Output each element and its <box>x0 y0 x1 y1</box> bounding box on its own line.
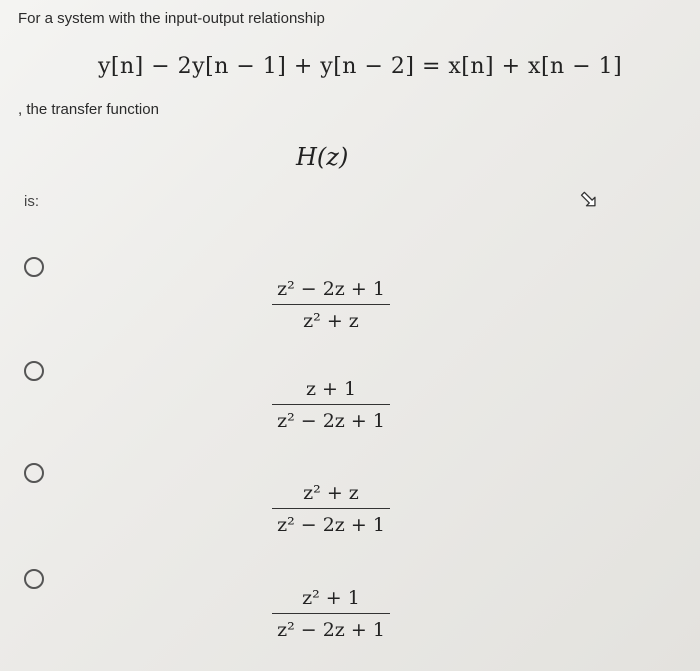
fraction-bar <box>272 508 390 509</box>
option-3-radio[interactable] <box>24 463 44 483</box>
fraction-bar <box>272 613 390 614</box>
option-1-numerator: z² − 2z + 1 <box>277 278 385 300</box>
option-4-denominator: z² − 2z + 1 <box>277 619 385 641</box>
option-3-fraction <box>272 482 390 536</box>
option-4-radio[interactable] <box>24 569 44 589</box>
option-3-denominator: z² − 2z + 1 <box>277 514 385 536</box>
option-1-fraction <box>272 278 390 332</box>
option-1-radio[interactable] <box>24 257 44 277</box>
fraction-bar <box>272 304 390 305</box>
transfer-function-symbol: H(z) <box>296 143 349 171</box>
is-label: is: <box>24 193 39 210</box>
fraction-bar <box>272 404 390 405</box>
difference-equation: y[n] − 2y[n − 1] + y[n − 2] = x[n] + x[n − 1] <box>98 54 623 79</box>
option-4-fraction <box>272 587 390 641</box>
question-prompt: For a system with the input-output relationship <box>18 10 325 27</box>
transfer-function-label: , the transfer function <box>18 101 159 118</box>
option-2-numerator: z + 1 <box>305 378 357 400</box>
option-2-denominator: z² − 2z + 1 <box>277 410 385 432</box>
option-1-denominator: z² + z <box>303 310 359 332</box>
mouse-pointer-icon <box>578 186 602 210</box>
option-2-radio[interactable] <box>24 361 44 381</box>
option-2-fraction <box>272 378 390 432</box>
option-3-numerator: z² + z <box>303 482 359 504</box>
option-4-numerator: z² + 1 <box>302 587 360 609</box>
